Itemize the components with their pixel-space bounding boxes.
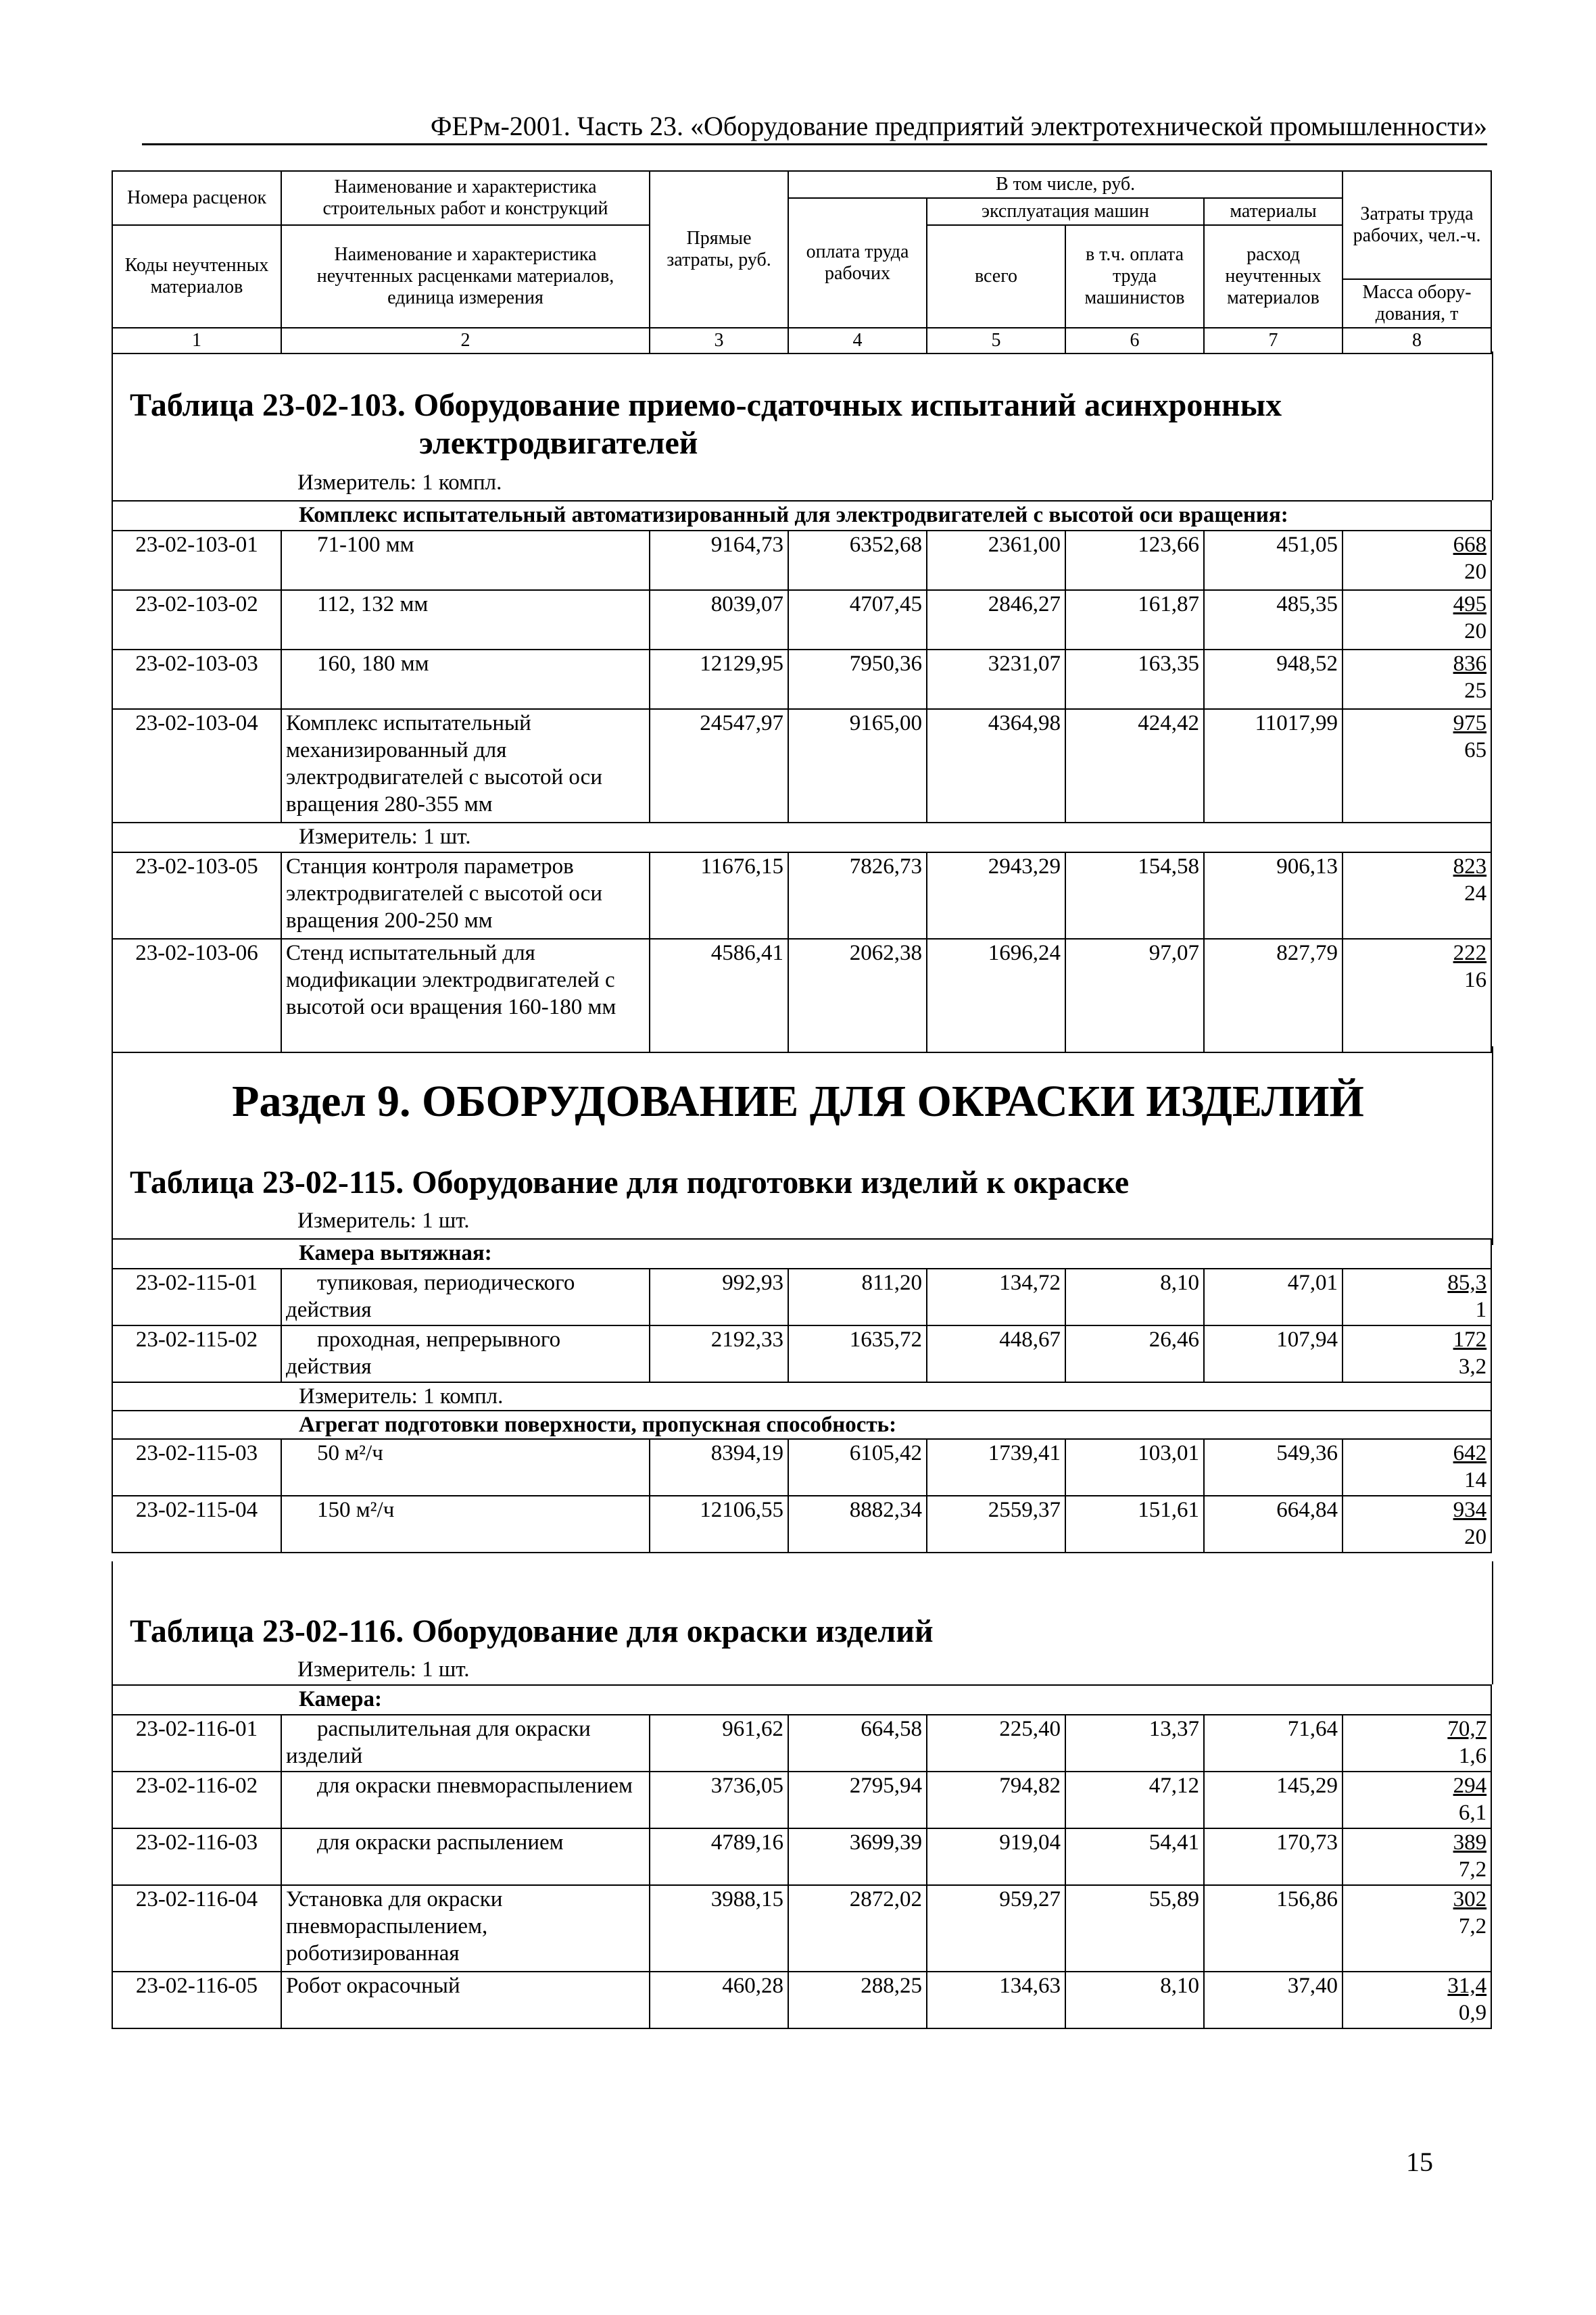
machine-cost: 134,72: [927, 1269, 1065, 1325]
labor-hours: 294: [1453, 1774, 1487, 1798]
equipment-mass: 1,6: [1458, 1744, 1487, 1768]
equipment-mass: 1: [1475, 1298, 1487, 1322]
machine-cost: 2361,00: [927, 531, 1065, 590]
column-number: 2: [281, 328, 650, 354]
measure-unit-label: Измеритель: 1 компл.: [112, 1382, 1491, 1411]
table-row: [112, 1715, 1491, 1772]
category-heading: Камера:: [112, 1685, 1491, 1715]
labor-mass-cell: [1343, 531, 1491, 590]
col5-header: всего: [927, 225, 1065, 328]
machinist-wage: 103,01: [1065, 1439, 1204, 1496]
column-number: 7: [1204, 328, 1343, 354]
machine-cost: 2559,37: [927, 1496, 1065, 1553]
machine-cost: 448,67: [927, 1325, 1065, 1382]
machinist-wage: 8,10: [1065, 1269, 1204, 1325]
worker-wage: 811,20: [788, 1269, 927, 1325]
direct-cost: 9164,73: [650, 531, 788, 590]
labor-hours: 222: [1453, 941, 1487, 965]
direct-cost: 12106,55: [650, 1496, 788, 1553]
machine-cost: 794,82: [927, 1772, 1065, 1828]
labor-hours: 836: [1453, 652, 1487, 676]
machine-cost: 225,40: [927, 1715, 1065, 1772]
row-name: проходная, непрерывного действия: [281, 1325, 650, 1382]
table-row: [112, 1828, 1491, 1885]
equipment-mass: 6,1: [1458, 1801, 1487, 1825]
labor-hours: 495: [1453, 592, 1487, 616]
labor-hours: 85,3: [1447, 1271, 1487, 1295]
table-115: [112, 1238, 1492, 1553]
labor-mass-cell: [1343, 1269, 1491, 1325]
equipment-mass: 20: [1464, 619, 1487, 643]
category-heading: Камера вытяжная:: [112, 1239, 1491, 1269]
equipment-mass: 20: [1464, 560, 1487, 584]
table-row: [112, 1885, 1491, 1972]
materials-cost: 145,29: [1204, 1772, 1343, 1828]
table-row: [112, 1496, 1491, 1553]
table-103: [112, 500, 1492, 1053]
direct-cost: 8394,19: [650, 1439, 788, 1496]
table-103-title-line2: электродвигателей: [419, 425, 698, 461]
machine-cost: 919,04: [927, 1828, 1065, 1885]
labor-hours: 975: [1453, 711, 1487, 735]
row-name: Робот окрасочный: [281, 1972, 650, 2028]
labor-hours: 70,7: [1447, 1717, 1487, 1741]
table-116-title: Таблица 23-02-116. Оборудование для окраски изделий: [130, 1613, 934, 1649]
section-title: Раздел 9. ОБОРУДОВАНИЕ ДЛЯ ОКРАСКИ ИЗДЕЛИЙ: [232, 1077, 1364, 1126]
equipment-mass: 14: [1464, 1468, 1487, 1492]
row-code: 23-02-115-03: [112, 1439, 281, 1496]
table-115-title: Таблица 23-02-115. Оборудование для подготовки изделий к окраске: [130, 1165, 1130, 1200]
materials-cost: 827,79: [1204, 939, 1343, 1052]
materials-cost: 11017,99: [1204, 709, 1343, 823]
row-name: 112, 132 мм: [281, 590, 650, 650]
worker-wage: 7950,36: [788, 650, 927, 709]
table-row: [112, 852, 1491, 939]
direct-cost: 4789,16: [650, 1828, 788, 1885]
materials-cost: 170,73: [1204, 1828, 1343, 1885]
labor-mass-cell: [1343, 1325, 1491, 1382]
category-heading: Агрегат подготовки поверхности, пропускная способность:: [112, 1411, 1491, 1439]
labor-mass-cell: [1343, 1496, 1491, 1553]
row-code: 23-02-116-03: [112, 1828, 281, 1885]
row-code: 23-02-116-02: [112, 1772, 281, 1828]
labor-mass-cell: [1343, 1828, 1491, 1885]
materials-cost: 451,05: [1204, 531, 1343, 590]
row-name: 150 м²/ч: [281, 1496, 650, 1553]
labor-hours: 642: [1453, 1441, 1487, 1465]
equipment-mass: 65: [1464, 738, 1487, 762]
row-code: 23-02-103-01: [112, 531, 281, 590]
worker-wage: 2062,38: [788, 939, 927, 1052]
machine-cost: 2943,29: [927, 852, 1065, 939]
table-row: [112, 531, 1491, 590]
machinist-wage: 424,42: [1065, 709, 1204, 823]
worker-wage: 664,58: [788, 1715, 927, 1772]
table-row: [112, 650, 1491, 709]
table-row: [112, 1972, 1491, 2028]
worker-wage: 288,25: [788, 1972, 927, 2028]
col1-header-bottom: Коды неучтенных материалов: [112, 225, 281, 328]
row-name: Установка для окраски пневмораспылением, роботизированная: [281, 1885, 650, 1972]
machinist-wage: 54,41: [1065, 1828, 1204, 1885]
row-code: 23-02-116-04: [112, 1885, 281, 1972]
col2-header-top: Наименование и характеристика строительных работ и конструкций: [281, 171, 650, 225]
machines-header: эксплуатация машин: [927, 198, 1204, 225]
group-header: В том числе, руб.: [788, 171, 1343, 198]
table-103-measure: Измеритель: 1 компл.: [297, 470, 502, 495]
materials-cost: 47,01: [1204, 1269, 1343, 1325]
materials-cost: 906,13: [1204, 852, 1343, 939]
labor-hours: 302: [1453, 1887, 1487, 1911]
worker-wage: 2795,94: [788, 1772, 927, 1828]
row-name: 160, 180 мм: [281, 650, 650, 709]
worker-wage: 4707,45: [788, 590, 927, 650]
row-name: Станция контроля параметров электродвигателей с высотой оси вращения 200-250 мм: [281, 852, 650, 939]
labor-mass-cell: [1343, 852, 1491, 939]
col8-header-top: Затраты труда рабочих, чел.-ч.: [1343, 171, 1491, 279]
row-name: распылительная для окраски изделий: [281, 1715, 650, 1772]
equipment-mass: 16: [1464, 968, 1487, 992]
equipment-mass: 7,2: [1458, 1857, 1487, 1882]
equipment-mass: 20: [1464, 1525, 1487, 1549]
col3-header: Прямые затраты, руб.: [650, 171, 788, 328]
row-code: 23-02-116-01: [112, 1715, 281, 1772]
materials-cost: 107,94: [1204, 1325, 1343, 1382]
labor-mass-cell: [1343, 1715, 1491, 1772]
column-number: 4: [788, 328, 927, 354]
table-row: [112, 1439, 1491, 1496]
machinist-wage: 161,87: [1065, 590, 1204, 650]
equipment-mass: 0,9: [1458, 2001, 1487, 2025]
row-code: 23-02-103-02: [112, 590, 281, 650]
machinist-wage: 151,61: [1065, 1496, 1204, 1553]
machine-cost: 959,27: [927, 1885, 1065, 1972]
row-name: для окраски распылением: [281, 1828, 650, 1885]
column-number: 5: [927, 328, 1065, 354]
labor-hours: 934: [1453, 1498, 1487, 1522]
table-row: [112, 1772, 1491, 1828]
machine-cost: 2846,27: [927, 590, 1065, 650]
row-code: 23-02-115-01: [112, 1269, 281, 1325]
table-116-measure: Измеритель: 1 шт.: [297, 1657, 470, 1682]
row-name: 50 м²/ч: [281, 1439, 650, 1496]
labor-mass-cell: [1343, 1972, 1491, 2028]
row-code: 23-02-115-04: [112, 1496, 281, 1553]
row-code: 23-02-103-03: [112, 650, 281, 709]
col2-header-bottom: Наименование и характеристика неучтенных расценками материалов, единица измерения: [281, 225, 650, 328]
row-name: 71-100 мм: [281, 531, 650, 590]
worker-wage: 3699,39: [788, 1828, 927, 1885]
worker-wage: 7826,73: [788, 852, 927, 939]
row-name: Комплекс испытательный механизированный для электродвигателей с высотой оси вращения 280-355 мм: [281, 709, 650, 823]
direct-cost: 4586,41: [650, 939, 788, 1052]
labor-hours: 389: [1453, 1830, 1487, 1855]
materials-cost: 156,86: [1204, 1885, 1343, 1972]
row-name: для окраски пневмораспылением: [281, 1772, 650, 1828]
direct-cost: 460,28: [650, 1972, 788, 2028]
machine-cost: 1739,41: [927, 1439, 1065, 1496]
page-number: 15: [1406, 2147, 1433, 2177]
machinist-wage: 26,46: [1065, 1325, 1204, 1382]
worker-wage: 6105,42: [788, 1439, 927, 1496]
table-116: [112, 1684, 1492, 2029]
table-103-title: Таблица 23-02-103. Оборудование приемо-сдаточных испытаний асинхронных: [130, 387, 1282, 423]
header-rule: [142, 143, 1487, 145]
materials-cost: 37,40: [1204, 1972, 1343, 2028]
column-number: 8: [1343, 328, 1491, 354]
col8-header-bottom: Масса обору-дования, т: [1343, 279, 1491, 328]
machine-cost: 1696,24: [927, 939, 1065, 1052]
table-row: [112, 1325, 1491, 1382]
direct-cost: 961,62: [650, 1715, 788, 1772]
direct-cost: 24547,97: [650, 709, 788, 823]
machinist-wage: 47,12: [1065, 1772, 1204, 1828]
table-row: [112, 939, 1491, 1052]
materials-cost: 549,36: [1204, 1439, 1343, 1496]
machinist-wage: 13,37: [1065, 1715, 1204, 1772]
category-heading: Комплекс испытательный автоматизированный для электродвигателей с высотой оси вращения:: [112, 501, 1491, 531]
direct-cost: 3988,15: [650, 1885, 788, 1972]
labor-mass-cell: [1343, 650, 1491, 709]
direct-cost: 12129,95: [650, 650, 788, 709]
labor-mass-cell: [1343, 1439, 1491, 1496]
materials-cost: 948,52: [1204, 650, 1343, 709]
direct-cost: 11676,15: [650, 852, 788, 939]
worker-wage: 9165,00: [788, 709, 927, 823]
labor-mass-cell: [1343, 590, 1491, 650]
row-code: 23-02-115-02: [112, 1325, 281, 1382]
machinist-wage: 123,66: [1065, 531, 1204, 590]
labor-mass-cell: [1343, 709, 1491, 823]
column-header-table: [112, 170, 1492, 354]
machinist-wage: 8,10: [1065, 1972, 1204, 2028]
materials-header: материалы: [1204, 198, 1343, 225]
materials-cost: 485,35: [1204, 590, 1343, 650]
labor-hours: 823: [1453, 854, 1487, 879]
table-115-measure: Измеритель: 1 шт.: [297, 1209, 470, 1233]
row-code: 23-02-103-06: [112, 939, 281, 1052]
worker-wage: 6352,68: [788, 531, 927, 590]
machine-cost: 3231,07: [927, 650, 1065, 709]
table-row: [112, 709, 1491, 823]
direct-cost: 8039,07: [650, 590, 788, 650]
equipment-mass: 7,2: [1458, 1914, 1487, 1939]
row-code: 23-02-103-05: [112, 852, 281, 939]
measure-unit-label: Измеритель: 1 шт.: [112, 823, 1491, 852]
column-number: 1: [112, 328, 281, 354]
row-name: тупиковая, периодического действия: [281, 1269, 650, 1325]
col1-header-top: Номера расценок: [112, 171, 281, 225]
labor-mass-cell: [1343, 1772, 1491, 1828]
column-number: 6: [1065, 328, 1204, 354]
column-number: 3: [650, 328, 788, 354]
machinist-wage: 97,07: [1065, 939, 1204, 1052]
direct-cost: 2192,33: [650, 1325, 788, 1382]
worker-wage: 8882,34: [788, 1496, 927, 1553]
labor-hours: 668: [1453, 533, 1487, 557]
materials-cost: 71,64: [1204, 1715, 1343, 1772]
worker-wage: 2872,02: [788, 1885, 927, 1972]
table-row: [112, 590, 1491, 650]
direct-cost: 3736,05: [650, 1772, 788, 1828]
machine-cost: 134,63: [927, 1972, 1065, 2028]
row-code: 23-02-103-04: [112, 709, 281, 823]
table-row: [112, 1269, 1491, 1325]
worker-wage: 1635,72: [788, 1325, 927, 1382]
equipment-mass: 25: [1464, 679, 1487, 703]
machinist-wage: 55,89: [1065, 1885, 1204, 1972]
labor-mass-cell: [1343, 1885, 1491, 1972]
labor-hours: 172: [1453, 1327, 1487, 1352]
equipment-mass: 24: [1464, 881, 1487, 906]
equipment-mass: 3,2: [1458, 1355, 1487, 1379]
row-name: Стенд испытательный для модификации электродвигателей с высотой оси вращения 160-180 мм: [281, 939, 650, 1052]
col7-header: расход неучтенных материалов: [1204, 225, 1343, 328]
machinist-wage: 163,35: [1065, 650, 1204, 709]
labor-hours: 31,4: [1447, 1974, 1487, 1998]
col6-header: в т.ч. оплата труда машинистов: [1065, 225, 1204, 328]
machinist-wage: 154,58: [1065, 852, 1204, 939]
materials-cost: 664,84: [1204, 1496, 1343, 1553]
col4-header: оплата труда рабочих: [788, 198, 927, 328]
row-code: 23-02-116-05: [112, 1972, 281, 2028]
running-header: ФЕРм-2001. Часть 23. «Оборудование предприятий электротехнической промышленности»: [430, 111, 1487, 141]
labor-mass-cell: [1343, 939, 1491, 1052]
direct-cost: 992,93: [650, 1269, 788, 1325]
machine-cost: 4364,98: [927, 709, 1065, 823]
